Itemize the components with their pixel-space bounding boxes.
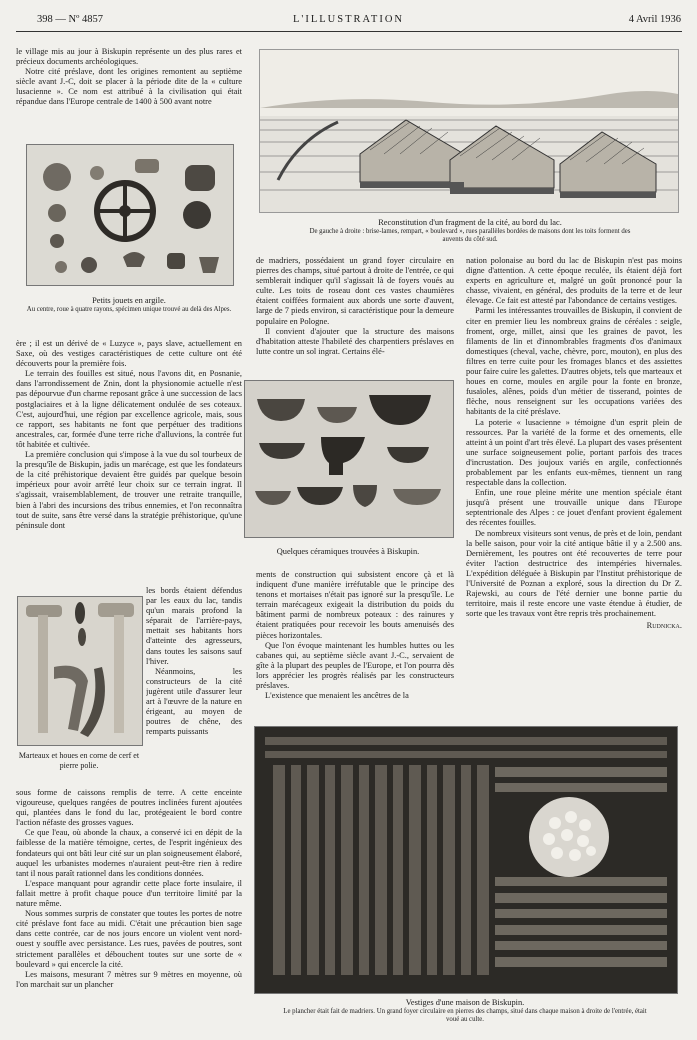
column-2-block-1: [256, 256, 454, 376]
paragraph: La poterie « lusacienne » témoigne d'un esprit plein de ressources. Par la variété de la forme et des ornements, elle atteint à un point d'art très élevé. La plupart des vases présentent une surface soigneusement polie, portant parfois des traces d'incrustation. Des joujoux variés en argile, confectionnés probablement par les enfants eux-mêmes, tiennent un rang respectable dans la collection.: [466, 417, 682, 488]
page-header: [0, 14, 697, 32]
author-signature: Rudnicka.: [646, 621, 682, 631]
caption-title: Vestiges d'une maison de Biskupin.: [405, 998, 525, 1007]
paragraph: L'existence que menaient les ancêtres de la: [265, 691, 409, 701]
reconstruction-drawing: [259, 49, 679, 213]
paragraph: Ce que l'eau, où abonde la chaux, a conservé ici en dépit de la faiblesse de la matière témoigne, certes, de l'esprit ingénieux des fondateurs qui ont bâti leur cité sur un plan soigneusement élaboré, auquel les urbanistes modernes n'auraient peut-être rien à redire tant il nous paraît rationnel dans les conditions données.: [16, 828, 242, 878]
paragraph: Le terrain des fouilles est situé, nous l'avons dit, en Posnanie, dans l'arrondissement de Znin, dont la physionomie actuelle n'est pas dépourvue d'un charme reposant grâce à une succession de lacs postglaciaires et à la ligne délicatement ondulée de ses coteaux. C'est, aujourd'hui, une région par excellence agricole, mais, sous ce rapport, ses habitants ne font que perpétuer des traditions ancestrales, car, formée d'une terre riche d'alluvions, la contrée fut tôt habitée et cultivée.: [16, 369, 242, 449]
clay-toys-illustration: [27, 145, 233, 285]
tools-caption: [17, 751, 141, 771]
caption-subtitle: De gauche à droite : brise-lames, rempart, « boulevard », rues parallèles bordées de maisons dont les toits forment des auvents du côté sud.: [309, 228, 631, 243]
paragraph: Que l'on évoque maintenant les humbles huttes ou les cabanes qui, au septième siècle avant J.-C., servaient de gîte à la plupart des peuples de l'Europe, et l'on pourra dès lors apprécier les progrès réalisés par les constructeurs préslaves.: [256, 640, 454, 691]
caption-title: Reconstitution d'un fragment de la cité, au bord du lac.: [378, 218, 562, 227]
paragraph: La première conclusion qui s'impose à la vue du sol tourbeux de la presqu'île de Biskupin, jadis un marécage, est que les fondateurs de la cité préhistorique devaient être guidés par quelque besoin impérieux pour avoir arrêté leur choix sur ce terrain ingrat. Il s'agissait, vraisemblablement, de trouver une retraite tranquille, bien à l'abri des incursions des tribus ennemies, et l'on reconnaîtra tout de suite, sans être versé dans la stratégie préhistorique, qu'une péninsule dont: [16, 450, 242, 530]
caption-title: Marteaux et houes en corne de cerf et pierre polie.: [18, 751, 140, 770]
paragraph: ère ; il est un dérivé de « Luzyce », pays slave, actuellement en Saxe, où des vestiges caractéristiques de cette culture ont été découverts pour la première fois.: [16, 339, 242, 369]
clay-toys-photo: [26, 144, 234, 286]
paragraph: De nombreux visiteurs sont venus, de près et de loin, pendant la belle saison, pour voir la cité antique bâtie il y a 2.500 ans. Dernièrement, les poutres ont été recouvertes de terre pour éviter l'action destructrice des intempéries hivernales. L'expédition déléguée à Biskupin par l'Institut préhistorique de l'Université de Poznan a exploré, sous la direction du Dr Z. Rajewski, au cours de l'été dernier une bonne partie du territoire, mais il reste encore une vaste étendue à étudier, de sorte que les travaux vont être repris très prochainement.: [466, 528, 682, 619]
paragraph: Enfin, une roue pleine mérite une mention spéciale étant jusqu'à présent une trouvaille unique dans l'Europe septentrionale des Alpes : ce jouet d'enfant provient également des récentes fouilles.: [466, 488, 682, 528]
paragraph: Il convient d'ajouter que la structure des maisons d'habitation atteste l'habileté des charpentiers préslaves en lutte contre un sol ingrat. Certains élé-: [256, 326, 454, 356]
reconstruction-illustration: [260, 50, 678, 212]
paragraph: ments de construction qui subsistent encore çà et là indiquent d'une manière irréfutable que le principe des tenons et mortaises n'était pas ignoré sur la presqu'île. Le terrain marécageux exigeait la distribution du poids du bâtiment parmi de nombreux poteaux : des rainures y étaient pratiquées pour recevoir les bouts amenuisés des pièces horizontales.: [256, 570, 454, 640]
ceramics-photo: [244, 380, 454, 538]
paragraph: de madriers, possédaient un grand foyer circulaire en pierres des champs, situé partout à droite de l'entrée, ce qui semblerait indiquer qu'il s'agissait là de foyers voués au culte. Les toits de roseau dont ces vastes chaumières étaient coiffées formaient aux abords une sorte d'auvent, large de 7 pieds environ, si caractéristique pour la demeure populaire en Pologne.: [256, 256, 454, 326]
paragraph: les bords étaient défendus par les eaux du lac, tandis qu'un marais profond la séparait de l'arrière-pays, mettait ses habitants hors d'atteinte des agresseurs, dans toutes les saisons sauf l'hiver.: [146, 586, 242, 666]
caption-title: Petits jouets en argile.: [92, 296, 166, 305]
caption-subtitle: Le plancher était fait de madriers. Un grand foyer circulaire en pierres des champs, situé dans chaque maison à droite de l'entrée, était voué au culte.: [283, 1008, 647, 1023]
paragraph: Les maisons, mesurant 7 mètres sur 9 mètres en moyenne, où l'on marchait sur un plancher: [16, 969, 242, 989]
tools-photo: [17, 596, 143, 746]
ceramics-illustration: [245, 381, 453, 537]
column-1-block-4: [16, 788, 242, 1030]
paragraph: Nous sommes surpris de constater que toutes les portes de notre cité préslave font face au midi. C'était une précaution bien sage dans cette contrée, car de nos jours encore un violent vent nord-ouest y souffle avec persistance. Les rues, pavées de poutres, sont strictement parallèles et débouchent toutes sur une sorte de « boulevard » qui encercle la cité.: [16, 909, 242, 969]
ceramics-caption: [244, 547, 452, 557]
paragraph: le village mis au jour à Biskupin représente un des plus rares et précieux documents archéologiques.: [16, 47, 242, 67]
column-2-block-2: [256, 570, 454, 720]
paragraph: Parmi les intéressantes trouvailles de Biskupin, il convient de citer en premier lieu les nombreux grains de céréales : seigle, froment, orge, millet, ainsi que les graines de pavot, les filaments de lin et d'innombrables fragments d'os d'animaux domestiques (cheval, vache, chèvre, porc, mouton), en plus des filtres en terre cuite pour les fromages blancs et des assiettes pour faire cuire les galettes. D'autres objets, tels que marteaux et houes en corne, moules en argile pour la fonte en bronze, fusaïoles, alênes, poids d'un métier de tisserand, pointes de flèche, nous renseignent sur les occupations variées des habitants de la cité préslave.: [466, 306, 682, 417]
house-remains-caption: [280, 998, 650, 1024]
paragraph: Néanmoins, les constructeurs de la cité jugèrent utile d'assurer leur art à l'œuvre de la nature en érigeant, au moyen de poutres de chêne, des remparts puissants: [146, 666, 242, 737]
house-remains-photo: [254, 726, 678, 994]
paragraph: sous forme de caissons remplis de terre. A cette enceinte vigoureuse, quelques rangées de poutres inclinées furent ajoutées qui, plantées dans le fond du lac, protégeaient le bord contre l'action néfaste des grosses vagues.: [16, 788, 242, 828]
tools-illustration: [18, 597, 142, 745]
journal-title: L'ILLUSTRATION: [293, 14, 404, 25]
clay-toys-caption: [26, 296, 232, 314]
header-rule: [16, 31, 682, 32]
caption-subtitle: Au centre, roue à quatre rayons, spécimen unique trouvé au delà des Alpes.: [26, 306, 232, 313]
paragraph: L'espace manquant pour agrandir cette place forte insulaire, il fallait mettre à profit chaque pouce d'un territoire limité par la nature même.: [16, 878, 242, 909]
page-number: 398 — Nº 4857: [37, 14, 103, 25]
column-3-text: [466, 256, 682, 730]
issue-date: 4 Avril 1936: [628, 14, 681, 25]
paragraph: nation polonaise au bord du lac de Biskupin n'est pas moins digne d'attention. A cette époque reculée, ils étaient déjà fort experts en agriculture et, malgré un goût prononcé pour la chasse, vivaient, en général, des produits de la terre et de leur élevage. Ce fait est attesté par l'abondance de certains vestiges.: [466, 256, 682, 306]
column-1-block-3: [146, 586, 242, 788]
paragraph: Notre cité préslave, dont les origines remontent au septième siècle avant J.-C, doit se placer à la période dite de la « culture lusacienne ». Ce nom est attribué à la civilisation qui était répandue dans l'Europe centrale de 1400 à 500 avant notre: [16, 67, 242, 107]
column-1-block-2: [16, 339, 242, 586]
house-remains-illustration: [255, 727, 677, 993]
column-1-block-1: [16, 47, 242, 141]
reconstruction-caption: [300, 218, 640, 244]
caption-title: Quelques céramiques trouvées à Biskupin.: [276, 547, 420, 556]
